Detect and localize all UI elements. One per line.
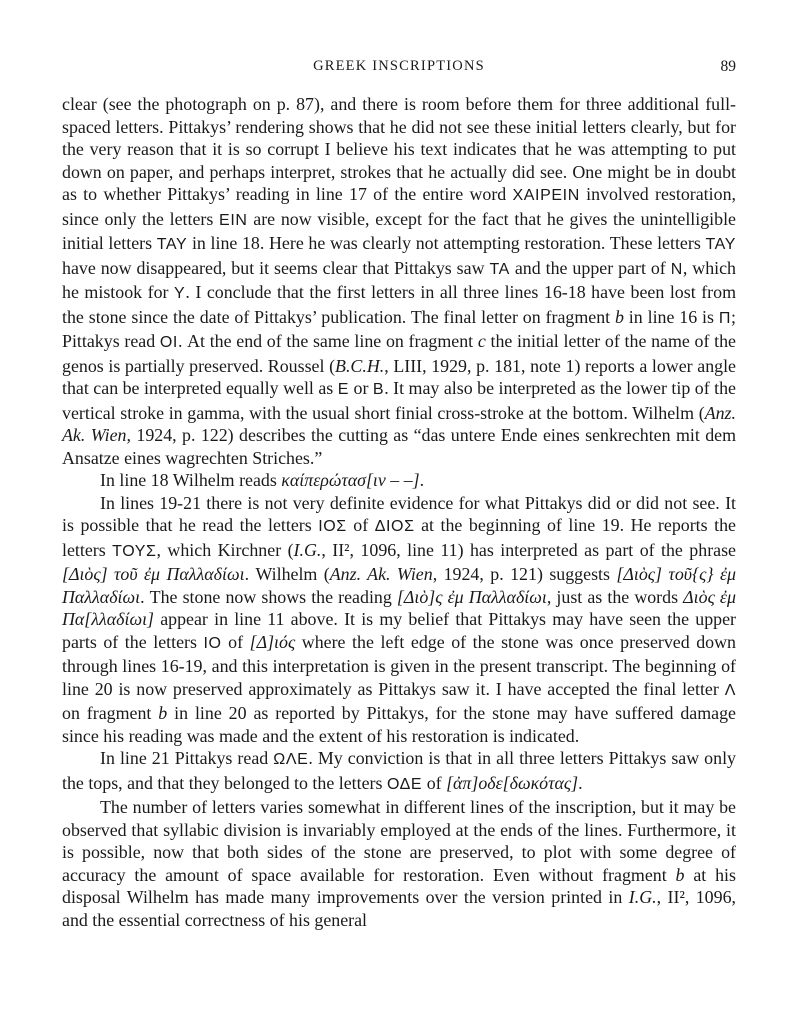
text-run: . (419, 470, 425, 490)
text-run: 1924, p. 122) describes the cutting as “das untere Ende eines senkrechten mit dem Ansatze eines wagrechten Striches.” (62, 425, 737, 468)
body-text (62, 93, 736, 931)
inscription-letters: ΙΟΣ (318, 518, 347, 535)
paragraph-4 (62, 747, 736, 796)
text-run: and the upper part of (509, 257, 671, 278)
greek-text: [Δ]ιός (249, 631, 296, 652)
text-run: appear in line 11 above. It is my belief that Pittakys may have seen the upper parts of the letters (62, 609, 736, 652)
inscription-letters: Ε (337, 381, 350, 398)
italic-text: b (614, 306, 624, 327)
text-run: clear (see the photograph on p. 87), and there is room before them for three additional full-spaced letters. Pittakys’ rendering shows that he did not see these initial letters clearly, but for the very reason that it is so corrupt I believe his text indicates that he was attempting to put down on paper, and perhaps interpret, strokes that he actually did see. One might be in doubt as to whether Pittakys’ reading in line 17 of the entire word (62, 94, 736, 204)
text-run: of (221, 631, 250, 652)
greek-text: [Διὸς] τοῦ ἐμ Παλλαδίωι (62, 564, 245, 584)
text-run: of (422, 772, 447, 793)
text-run: , LIII, 1929, p. 181, note 1) reports a lower angle that can be interpreted equally well as (62, 355, 736, 398)
italic-text: Anz. Ak. Wien (329, 564, 433, 584)
text-run: in line 16 is (623, 306, 719, 327)
inscription-letters: ΩΛΕ (273, 751, 309, 768)
italic-text: b (158, 703, 168, 723)
text-run: , 1924, p. 121) suggests (432, 564, 617, 584)
text-run: where the left edge of the stone was once preserved down through lines 16-19, and this interpretation is given in the present transcript. The beginning of line 20 is now preserved approximately as Pittakys saw it. I have accepted the final letter (62, 631, 736, 699)
inscription-letters: ΕΙΝ (219, 211, 248, 229)
inscription-letters: Λ (724, 681, 736, 699)
inscription-letters: ΤΑΥ (156, 236, 188, 253)
text-run: , which Kirchner ( (156, 539, 294, 560)
running-title: GREEK INSCRIPTIONS (313, 58, 485, 74)
greek-text: [ἀπ]οδε[δωκότας] (446, 772, 579, 793)
text-run: ; Pittakys read (62, 306, 736, 351)
text-run: In line 21 Pittakys read (100, 748, 274, 768)
text-run: , II², 1096, line 11) has interpreted as part of the phrase (321, 539, 736, 560)
inscription-letters: ΟΔΕ (386, 775, 423, 793)
greek-text: καίπερώτασ[ιν – –] (281, 470, 420, 490)
running-head (62, 58, 736, 82)
italic-text: B.C.H. (335, 355, 385, 376)
inscription-letters: ΧΑΙΡΕΙΝ (512, 187, 580, 204)
text-run: or (349, 378, 373, 398)
text-run: at his disposal Wilhelm has made many improvements over the version printed in (62, 864, 736, 907)
text-run: involved restoration, since only the letters (62, 184, 736, 229)
text-run: of (346, 515, 375, 535)
text-run: . My conviction is that in all three letters Pittakys saw only the tops, and that they belonged to the letters (62, 748, 736, 793)
inscription-letters: ΤΟΥΣ (112, 542, 157, 560)
text-run: The number of letters varies somewhat in different lines of the inscription, but it may be observed that syllabic division is invariably employed at the ends of the lines. Furthermore, it is possible, now that both sides of the stone are preserved, to plot with some degree of accuracy the amount of space available for restoration. Even without fragment (62, 797, 736, 885)
text-run: In lines 19-21 there is not very definite evidence for what Pittakys did or did not see. It is possible that he read the letters (62, 492, 736, 535)
italic-text: Anz. Ak. Wien, (62, 402, 736, 445)
italic-text: I.G. (293, 539, 322, 560)
inscription-letters: ΔΙΟΣ (374, 518, 415, 535)
text-run: in line 20 as reported by Pittakys, for the stone may have suffered damage since his reading was made and the extent of his restoration is indicated. (62, 703, 736, 746)
text-run: , II², 1096, and the essential correctness of his general (62, 887, 736, 930)
text-run: have now disappeared, but it seems clear that Pittakys saw (62, 257, 490, 278)
text-run: . The stone now shows the reading (140, 586, 397, 607)
inscription-letters: Π (718, 309, 732, 327)
text-run: . (578, 772, 583, 793)
inscription-letters: ΙΟ (203, 634, 222, 652)
greek-text: Διὸς ἐμ Πα[λλαδίωι] (62, 586, 736, 629)
inscription-letters: ΤΑ (489, 260, 510, 278)
text-run: are now visible, except for the fact that he gives the unintelligible initial letters (62, 208, 737, 253)
text-run: . At the end of the same line on fragment (177, 331, 478, 351)
greek-text: [Διὸ]ς ἐμ Παλλαδίωι (396, 586, 547, 607)
text-run: at the beginning of line 19. He reports the letters (62, 515, 736, 560)
paragraph-3 (62, 492, 736, 748)
text-run: . It may also be interpreted as the lower tip of the vertical stroke in gamma, with the usual short finial cross-stroke at the bottom. Wilhelm ( (62, 378, 736, 423)
italic-text: b (675, 864, 685, 885)
paragraph-5 (62, 796, 736, 931)
inscription-letters: Β (372, 381, 385, 398)
text-run: in line 18. Here he was clearly not attempting restoration. These letters (187, 233, 706, 253)
italic-text: I.G. (628, 887, 657, 907)
page-number: 89 (720, 58, 736, 75)
text-run: on fragment (62, 703, 159, 723)
inscription-letters: Ν (670, 260, 683, 278)
text-run: . I conclude that the first letters in all three lines 16-18 have been lost from the stone since the date of Pittakys’ publication. The final letter on fragment (62, 282, 736, 327)
text-run: , which he mistook for (62, 257, 736, 302)
paragraph-1 (62, 93, 736, 469)
paragraph-2 (62, 469, 736, 492)
text-run: , just as the words (546, 586, 684, 607)
text-run: In line 18 Wilhelm reads (100, 470, 282, 490)
inscription-letters: ΤΑΥ (705, 236, 736, 253)
inscription-letters: ΟΙ (159, 334, 178, 351)
text-run: the initial letter of the name of the genos is partially preserved. Roussel ( (62, 331, 737, 376)
greek-text: [Διὸς] τοῦ{ς} ἐμ Παλλαδίωι (62, 564, 736, 607)
italic-text: c (477, 331, 486, 351)
inscription-letters: Υ (174, 285, 186, 302)
text-run: . Wilhelm ( (244, 564, 330, 584)
